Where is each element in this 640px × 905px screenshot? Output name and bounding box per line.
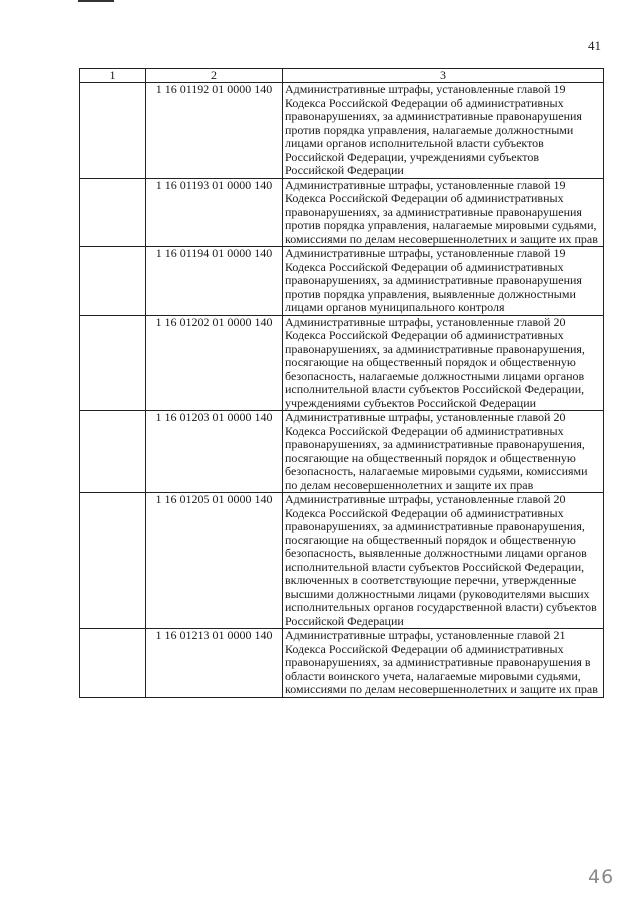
- budget-code: 1 16 01213 01 0000 140: [146, 629, 283, 698]
- table-row: [80, 247, 604, 316]
- row-col-1: [80, 629, 146, 698]
- code-description: Административные штрафы, установленные главой 19 Кодекса Российской Федерации об административных правонарушениях, за административные правонарушения против порядка управления, выявленные должностными лицами органов муниципального контроля: [283, 247, 604, 316]
- budget-codes-table: [79, 68, 604, 698]
- budget-code: 1 16 01193 01 0000 140: [146, 178, 283, 247]
- code-description: Административные штрафы, установленные главой 19 Кодекса Российской Федерации об административных правонарушениях, за административные правонарушения против порядка управления, налагаемые должностными лицами органов исполнительной власти субъектов Российской Федерации, учреждениями субъектов Российской Федерации: [283, 83, 604, 179]
- table-row: [80, 411, 604, 493]
- row-col-1: [80, 83, 146, 179]
- code-description: Административные штрафы, установленные главой 20 Кодекса Российской Федерации об административных правонарушениях, за административные правонарушения, посягающие на общественный порядок и общественную безопасность, налагаемые мировыми судьями, комиссиями по делам несовершеннолетних и защите их прав: [283, 411, 604, 493]
- code-description: Административные штрафы, установленные главой 20 Кодекса Российской Федерации об административных правонарушениях, за административные правонарушения, посягающие на общественный порядок и общественную безопасность, выявленные должностными лицами органов исполнительной власти субъектов Российской Федерации, включенных в соответствующие перечни, утвержденные высшими должностными лицами (руководителями высших исполнительных органов государственной власти) субъектов Российской Федерации: [283, 493, 604, 629]
- header-col-1: 1: [80, 69, 146, 83]
- code-description: Административные штрафы, установленные главой 20 Кодекса Российской Федерации об административных правонарушениях, за административные правонарушения, посягающие на общественный порядок и общественную безопасность, налагаемые должностными лицами органов исполнительной власти субъектов Российской Федерации, учреждениями субъектов Российской Федерации: [283, 315, 604, 411]
- table-row: [80, 315, 604, 411]
- top-margin-mark: [78, 0, 114, 2]
- row-col-1: [80, 315, 146, 411]
- code-description: Административные штрафы, установленные главой 21 Кодекса Российской Федерации об административных правонарушениях, за административные правонарушения в области воинского учета, налагаемые мировыми судьями, комиссиями по делам несовершеннолетних и защите их прав: [283, 629, 604, 698]
- code-description: Административные штрафы, установленные главой 19 Кодекса Российской Федерации об административных правонарушениях, за административные правонарушения против порядка управления, налагаемые мировыми судьями, комиссиями по делам несовершеннолетних и защите их прав: [283, 178, 604, 247]
- header-row: [80, 69, 604, 83]
- budget-code: 1 16 01203 01 0000 140: [146, 411, 283, 493]
- table-row: [80, 629, 604, 698]
- table-row: [80, 493, 604, 629]
- row-col-1: [80, 411, 146, 493]
- row-col-1: [80, 247, 146, 316]
- page-number: 41: [588, 38, 601, 53]
- page-stamp: 46: [588, 866, 615, 888]
- budget-code: 1 16 01192 01 0000 140: [146, 83, 283, 179]
- table-row: [80, 83, 604, 179]
- header-col-2: 2: [146, 69, 283, 83]
- row-col-1: [80, 178, 146, 247]
- budget-code: 1 16 01202 01 0000 140: [146, 315, 283, 411]
- budget-code: 1 16 01205 01 0000 140: [146, 493, 283, 629]
- row-col-1: [80, 493, 146, 629]
- header-col-3: 3: [283, 69, 604, 83]
- table-row: [80, 178, 604, 247]
- budget-code: 1 16 01194 01 0000 140: [146, 247, 283, 316]
